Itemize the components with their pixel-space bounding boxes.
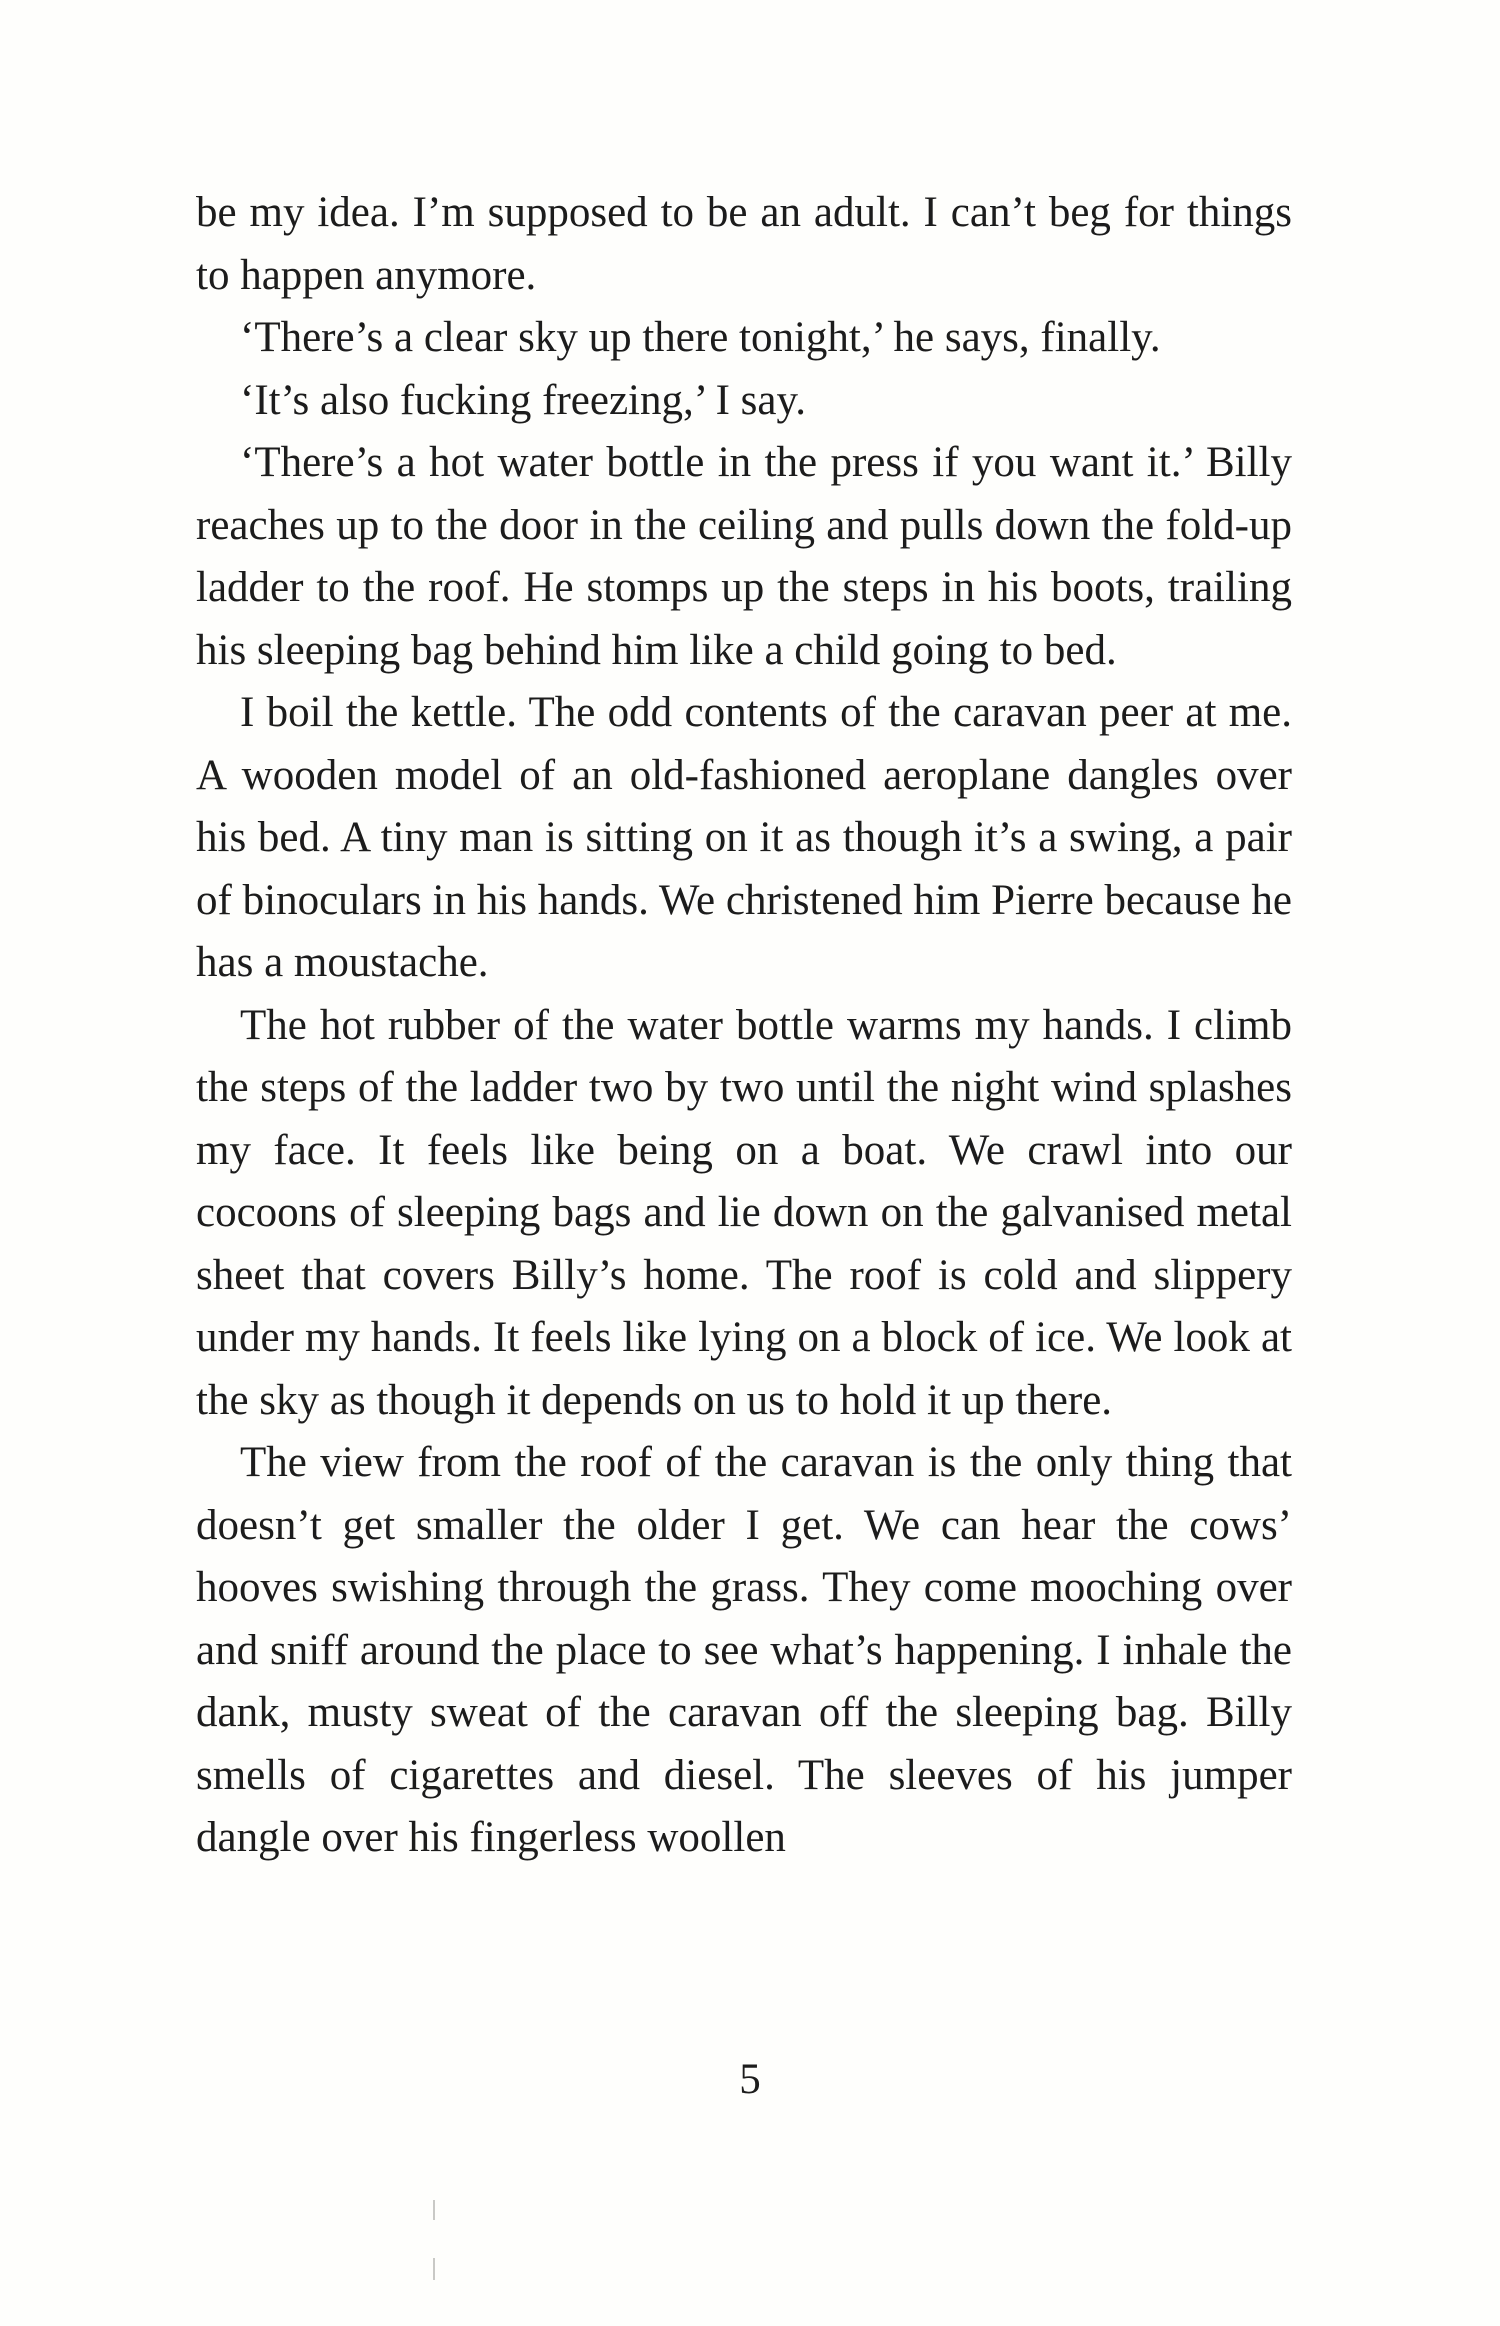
paragraph: ‘It’s also fucking freezing,’ I say. <box>240 376 806 424</box>
paragraph: The view from the roof of the caravan is the only thing that doesn’t get smaller the older I get. We can hear the cows’ hooves swishing through the grass. They come mooching over and sniff around the place to see what’s happening. I inhale the dank, musty sweat of the caravan off the sleeping bag. Billy smells of cigarettes and diesel. The sleeves of his jumper dangle over his fingerless woollen <box>196 1439 1292 1861</box>
paragraph-continuation: be my idea. I’m supposed to be an adult. I can’t beg for things to happen anymore. <box>196 189 1292 299</box>
paragraph: ‘There’s a hot water bottle in the press if you want it.’ Billy reaches up to the door in the ceiling and pulls down the fold-up ladder to the roof. He stomps up the steps in his boots, trailing his sleeping bag behind him like a child going to bed. <box>196 439 1292 674</box>
scan-mark <box>433 2200 435 2220</box>
paragraph: I boil the kettle. The odd contents of the caravan peer at me. A wooden model of an old-fashioned aeroplane dangles over his bed. A tiny man is sitting on it as though it’s a swing, a pair of binoculars in his hands. We christened him Pierre because he has a moustache. <box>196 689 1292 986</box>
body-text <box>196 182 1292 1870</box>
scan-mark <box>433 2258 435 2280</box>
paragraph: The hot rubber of the water bottle warms my hands. I climb the steps of the ladder two by two until the night wind splashes my face. It feels like being on a boat. We crawl into our cocoons of sleeping bags and lie down on the galvanised metal sheet that covers Billy’s home. The roof is cold and slippery under my hands. It feels like lying on a block of ice. We look at the sky as though it depends on us to hold it up there. <box>196 1001 1292 1424</box>
page-number: 5 <box>739 2056 761 2103</box>
paragraph: ‘There’s a clear sky up there tonight,’ he says, finally. <box>240 314 1161 361</box>
